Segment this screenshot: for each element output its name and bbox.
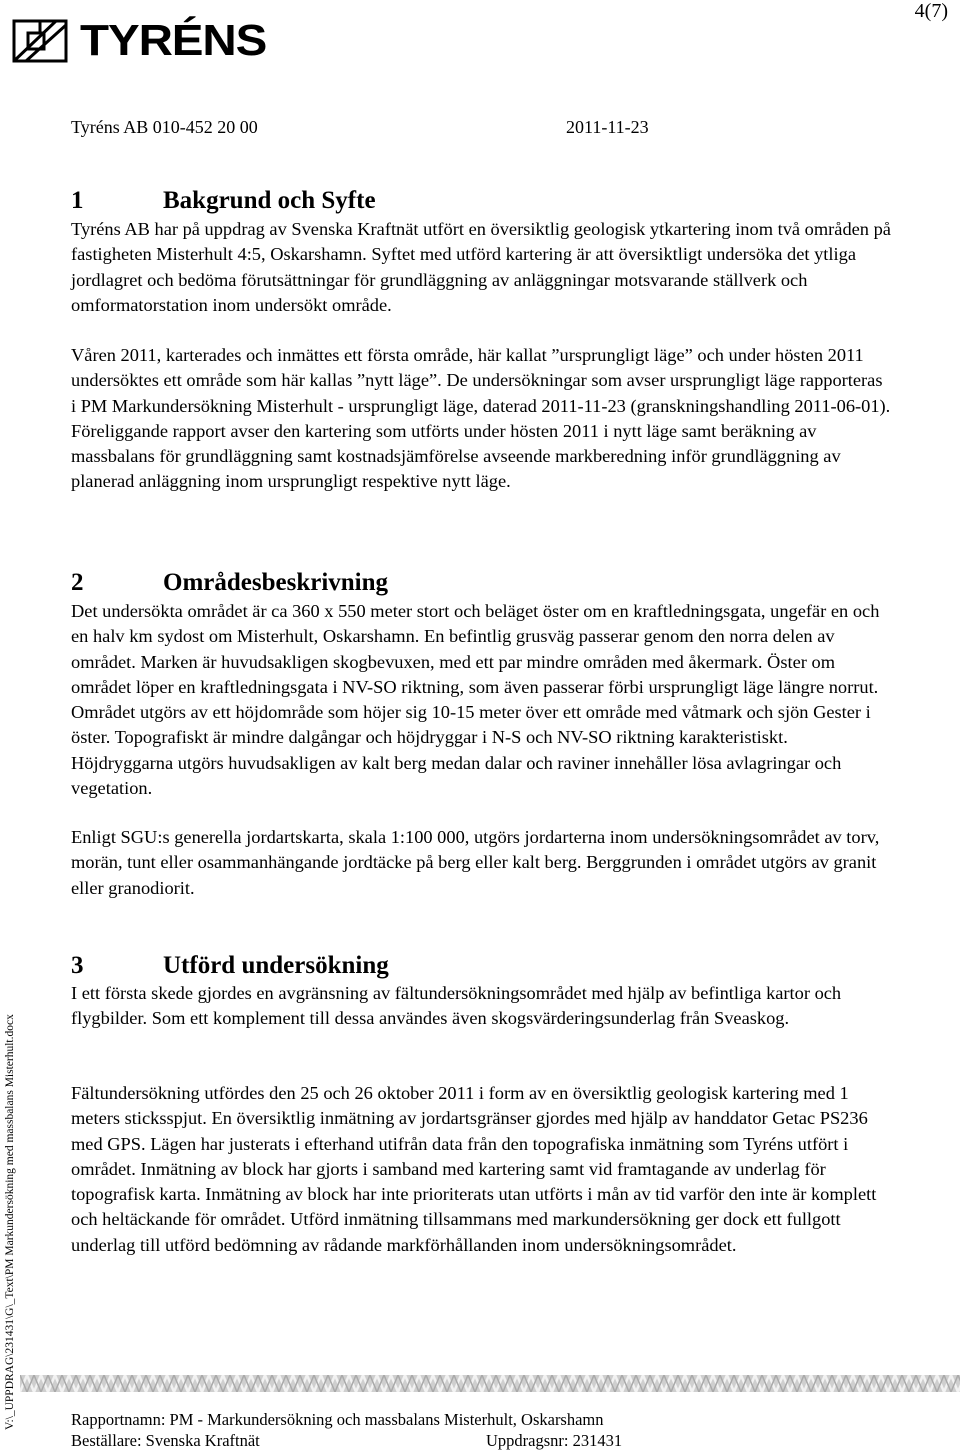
page-number: 4(7) (914, 0, 948, 22)
section-1-body (71, 217, 891, 318)
paragraph: Det undersökta området är ca 360 x 550 meter stort och beläget öster om en kraftledningsgata, ungefär en och en halv km sydost om Misterhult, Oskarshamn. En befintlig grusväg passerar genom den norra delen av området. Marken är huvudsakligen skogbevuxen, med ett par mindre områden med åkermark. Öster om området löper en kraftledningsgata i NV-SO riktning, som även passerar förbi ursprungligt läge längre norrut. Området utgörs av ett höjdområde som höjer sig 10-15 meter över ett område med våtmark och sjön Gester i öster. Topografiskt är mindre dalgångar och höjdryggar i N-S och NV-SO riktning karakteristiskt. Höjdryggarna utgörs huvudsakligen av kalt berg medan dalar och raviner innehåller lösa avlagringar och vegetation. (71, 601, 880, 799)
paragraph: Fältundersökning utfördes den 25 och 26 oktober 2011 i form av en översiktlig geologisk kartering med 1 meters sticksspjut. En översiktlig inmätning av jordartsgränser gjordes med hjälp av handdator Getac PS236 med GPS. Lägen har justerats i efterhand utifrån data från den topografiska inmätning som Tyréns utfört i området. Inmätning av block har gjorts i samband med kartering samt vid framtagande av underlag för topografisk karta. Inmätning av block har inte prioriterats utan utförts i mån av tid varför den inte är komplett och heltäckande för området. Utförd inmätning tillsammans med markundersökning ger dock ett fullgott underlag till utförd bedömning av rådande markförhållanden inom undersökningsområdet. (71, 1083, 877, 1255)
logo-mark-icon (12, 19, 68, 63)
paragraph: Tyréns AB har på uppdrag av Svenska Kraftnät utfört en översiktlig geologisk ytkartering inom två områden på fastigheten Misterhult 4:5, Oskarshamn. Syftet med utförd kartering är att översiktligt undersöka det ytliga jordlagret och bedöma förutsättningar för grundläggning av anläggningar motsvarande ställverk och omformatorstation inom undersökt område. (71, 219, 891, 315)
section-2-heading (71, 569, 388, 597)
section-1-heading (71, 187, 376, 215)
section-2-body-2 (71, 825, 891, 901)
section-3-heading (71, 952, 389, 980)
section-number: 3 (71, 952, 84, 979)
paragraph: I ett första skede gjordes en avgränsning av fältundersökningsområdet med hjälp av befintliga kartor och flygbilder. Som ett komplement till dessa användes även skogsvärderingsunderlag från Sveaskog. (71, 983, 842, 1029)
section-1-body-2 (71, 343, 891, 495)
document-file-path: V:\_UPPDRAG\231431\G\_Text\PM Markundersökning med massbalans Misterhult.docx (4, 1014, 16, 1430)
paragraph: Våren 2011, karterades och inmättes ett första område, här kallat ”ursprungligt läge” och under hösten 2011 undersöktes ett område som här kallas ”nytt läge”. De undersökningar som avser ursprungligt läge rapporteras i PM Markundersökning Misterhult - ursprungligt läge, daterad 2011-11-23 (granskningshandling 2011-06-01). Föreliggande rapport avser den kartering som utförts under hösten 2011 i nytt läge samt beräkning av massbalans för grundläggning samt kostnadsjämförelse avseende markberedning inför grundläggning av planerad anläggning inom ursprungligt respektive nytt läge. (71, 345, 891, 492)
footer-assignment-number: Uppdragsnr: 231431 (486, 1431, 623, 1450)
footer-report-name: Rapportnamn: PM - Markundersökning och massbalans Misterhult, Oskarshamn (71, 1410, 604, 1429)
paragraph: Enligt SGU:s generella jordartskarta, skala 1:100 000, utgörs jordarterna inom undersökningsområdet av torv, morän, tunt eller osammanhängande jordtäcke på berg eller kalt berg. Berggrunden i området utgörs av granit eller granodiorit. (71, 827, 880, 898)
company-logo (12, 16, 267, 65)
company-contact: Tyréns AB 010-452 20 00 (71, 117, 258, 137)
footer-pattern-bar (20, 1375, 960, 1392)
section-3-body (71, 981, 891, 1032)
section-title: Utförd undersökning (163, 952, 389, 979)
document-date: 2011-11-23 (566, 117, 649, 137)
section-2-body (71, 599, 891, 801)
section-number: 1 (71, 187, 84, 214)
section-3-body-2 (71, 1081, 891, 1258)
logo-text: TYRÉNS (80, 16, 267, 65)
section-number: 2 (71, 569, 84, 596)
section-title: Områdesbeskrivning (163, 569, 389, 596)
section-title: Bakgrund och Syfte (163, 187, 376, 214)
footer-client: Beställare: Svenska Kraftnät (71, 1431, 260, 1450)
